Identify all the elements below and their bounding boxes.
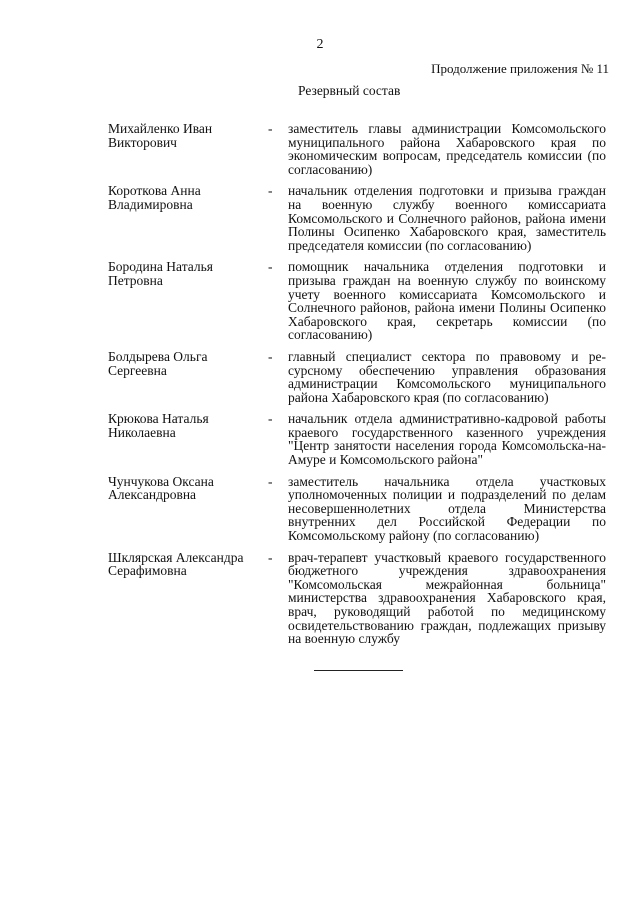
member-row <box>108 412 608 466</box>
member-dash: - <box>268 549 273 565</box>
member-row <box>108 475 608 543</box>
member-row <box>108 122 608 176</box>
page-number: 2 <box>316 37 324 52</box>
member-name: Михайленко Иван Викторович <box>108 121 213 150</box>
member-name: Крюкова Наталья Николаевна <box>108 411 209 440</box>
closing-rule <box>314 670 403 671</box>
member-dash: - <box>268 348 273 364</box>
member-row <box>108 260 608 342</box>
member-name: Шклярская Александра Серафимовна <box>108 549 244 579</box>
member-role: начальник отделения подготовки и призыва граждан на военную службу военного комиссариата Комсомольского и Солнечного районов, района имени Полины Осипенко Хабаровского края, заместитель председателя комиссии (по согласованию) <box>288 183 606 253</box>
member-role: врач-терапевт участковый краевого государственного бюджетного учреждения здравоохранения "Комсомольская межрайонная больница" министерства здравоохранения Хабаровского края, врач, руководящий работой по медицинскому освидетельствованию граждан, подлежащих призыву на военную службу <box>288 549 606 647</box>
member-dash: - <box>268 259 273 275</box>
member-row <box>108 350 608 404</box>
member-role: начальник отдела административно-кадровой работы краевого государственного казенного учреждения "Центр занятости населения города Комсомольска-на-Амуре и Комсомольского района" <box>288 411 606 468</box>
member-role: помощник начальника отделения подготовки и призыва граждан на военную службу по воинскому учету военного комиссариата Комсомольского и Солнечного районов, района имени Полины Осипенко Хабаровского края, секретарь комиссии (по согласованию) <box>288 259 606 343</box>
member-name: Чунчукова Оксана Александровна <box>108 473 214 503</box>
member-dash: - <box>268 473 273 489</box>
appendix-label: Продолжение приложения № 11 <box>431 61 609 76</box>
member-role: главный специалист сектора по правовому и ресурсному обеспечению управления образования администрации Комсомольского муниципального района Хабаровского края (по согласованию) <box>288 348 606 405</box>
member-name: Бородина Наталья Петровна <box>108 259 213 288</box>
member-role: заместитель начальника отдела участковых уполномоченных полиции и подразделений по делам несовершеннолетних отдела Министерства внутренних дел Российской Федерации по Комсомольскому району (по согласованию) <box>288 473 606 544</box>
member-name: Короткова Анна Владимировна <box>108 183 201 212</box>
member-dash: - <box>268 121 273 136</box>
member-dash: - <box>268 411 273 427</box>
member-row <box>108 551 608 646</box>
member-dash: - <box>268 183 273 199</box>
member-name: Болдырева Ольга Сергеевна <box>108 348 208 378</box>
section-title: Резервный состав <box>298 83 401 98</box>
member-role: заместитель главы администрации Комсомольского муниципального района Хабаровского края по экономическим вопросам, председатель комиссии (по согласованию) <box>288 121 606 177</box>
members-list <box>108 122 608 646</box>
member-row <box>108 184 608 252</box>
